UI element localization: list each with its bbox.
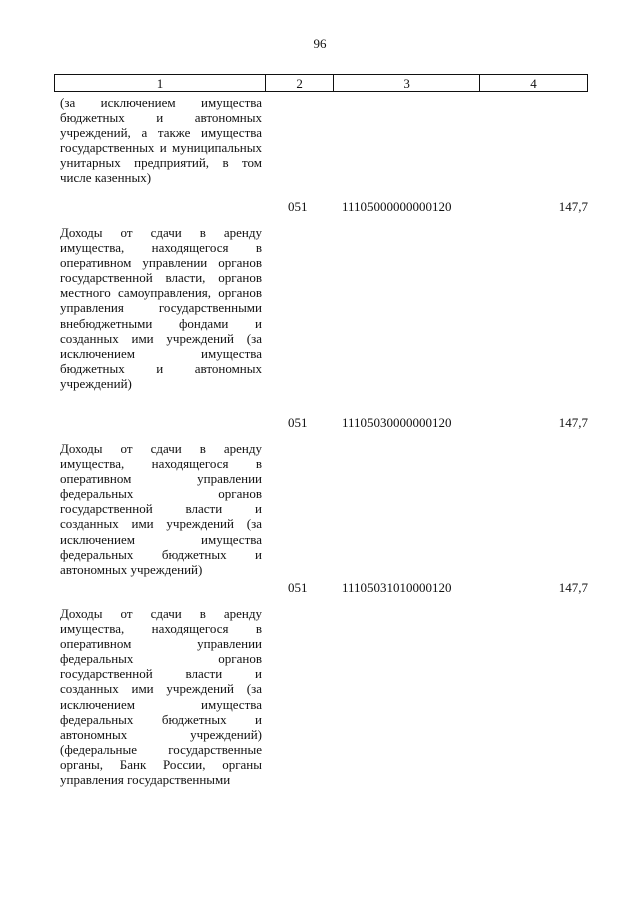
table-header	[54, 74, 588, 92]
row-amount: 147,7	[558, 580, 588, 595]
row-kbk: 11105030000000120	[342, 415, 452, 430]
column-header-1: 1	[55, 75, 266, 92]
row-description: Доходы от сдачи в аренду имущества, находящегося в оперативном управлении федеральных органов государственной власти и созданных ими учреждений (за исключением имущества федеральных бюджетных и автономных учреждений)	[60, 441, 262, 577]
column-header-2: 2	[265, 75, 333, 92]
row-admin-code: 051	[288, 580, 308, 595]
row-kbk: 11105031010000120	[342, 580, 452, 595]
table-row	[60, 225, 588, 435]
table-row	[60, 606, 588, 836]
row-admin-code: 051	[288, 415, 308, 430]
row-description: (за исключением имущества бюджетных и автономных учреждений, а также имущества государственных и муниципальных унитарных предприятий, в том числе казенных)	[60, 95, 262, 186]
page-number: 96	[313, 36, 327, 51]
row-kbk: 11105000000000120	[342, 199, 452, 214]
table-row	[60, 95, 588, 215]
table-row	[60, 441, 588, 601]
column-header-4: 4	[479, 75, 587, 92]
column-header-3: 3	[334, 75, 480, 92]
row-amount: 147,7	[558, 199, 588, 214]
row-description: Доходы от сдачи в аренду имущества, находящегося в оперативном управлении федеральных органов государственной власти и созданных ими учреждений (за исключением имущества федеральных бюджетных и автономных учреждений) (федеральные государственные органы, Банк России, органы управления государственными	[60, 606, 262, 788]
row-description: Доходы от сдачи в аренду имущества, находящегося в оперативном управлении органов государственной власти, органов местного самоуправления, органов управления государственными внебюджетными фондами и созданных ими учреждений (за исключением имущества бюджетных и автономных учреждений)	[60, 225, 262, 391]
row-admin-code: 051	[288, 199, 308, 214]
row-amount: 147,7	[558, 415, 588, 430]
